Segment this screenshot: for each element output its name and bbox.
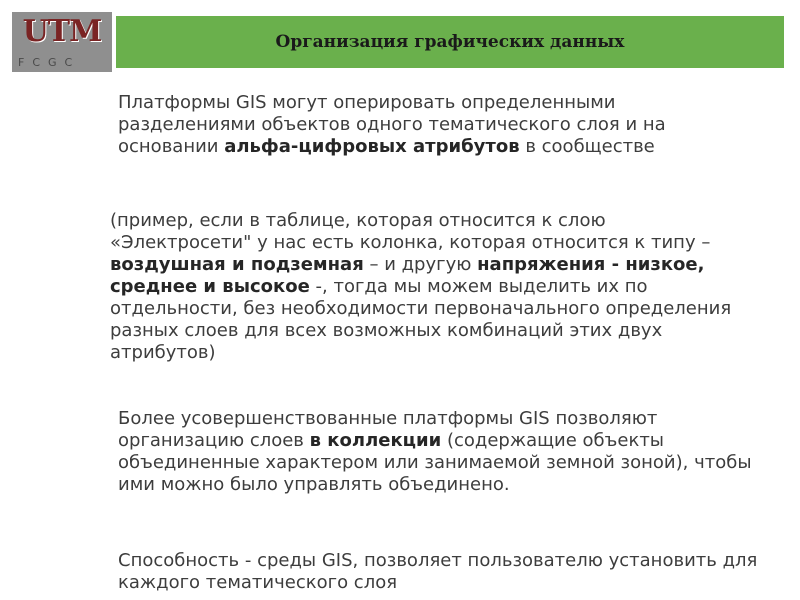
paragraph-example: [110, 210, 750, 364]
bold-text: напряжения - низкое, среднее и высокое: [110, 254, 705, 297]
text: Более усовершенствованные платформы GIS позволяют организацию слоев: [118, 408, 658, 451]
paragraph-capability: [118, 550, 758, 594]
text: (содержащие объекты объединенные характером или занимаемой земной зоной), чтобы ими можно было управлять объединено.: [118, 430, 752, 495]
text: Способность - среды GIS, позволяет пользователю установить для каждого тематического слоя: [118, 550, 758, 593]
text: – и другую: [363, 254, 478, 275]
paragraph-collections: [118, 408, 758, 496]
logo-subtitle: FCGC: [18, 56, 81, 69]
text: Платформы GIS могут оперировать определенными разделениями объектов одного тематического слоя и на основании: [118, 92, 666, 157]
utm-logo: [12, 12, 112, 72]
bold-text: в коллекции: [309, 430, 442, 451]
slide-title: Организация графических данных: [275, 32, 625, 52]
title-bar: [116, 16, 784, 68]
paragraph-platforms: [118, 92, 758, 158]
logo-mark: UTM: [22, 14, 102, 49]
slide-content: [0, 90, 800, 600]
text: в сообществе: [519, 136, 655, 157]
bold-text: альфа-цифровых атрибутов: [224, 136, 520, 157]
slide-header: [0, 0, 800, 80]
text: -, тогда мы можем выделить их по отдельности, без необходимости первоначального определения разных слоев для всех возможных комбинаций этих двух атрибутов): [110, 276, 732, 363]
bold-text: воздушная и подземная: [110, 254, 364, 275]
text: (пример, если в таблице, которая относится к слою «Электросети" у нас есть колонка, которая относится к типу –: [110, 210, 711, 253]
